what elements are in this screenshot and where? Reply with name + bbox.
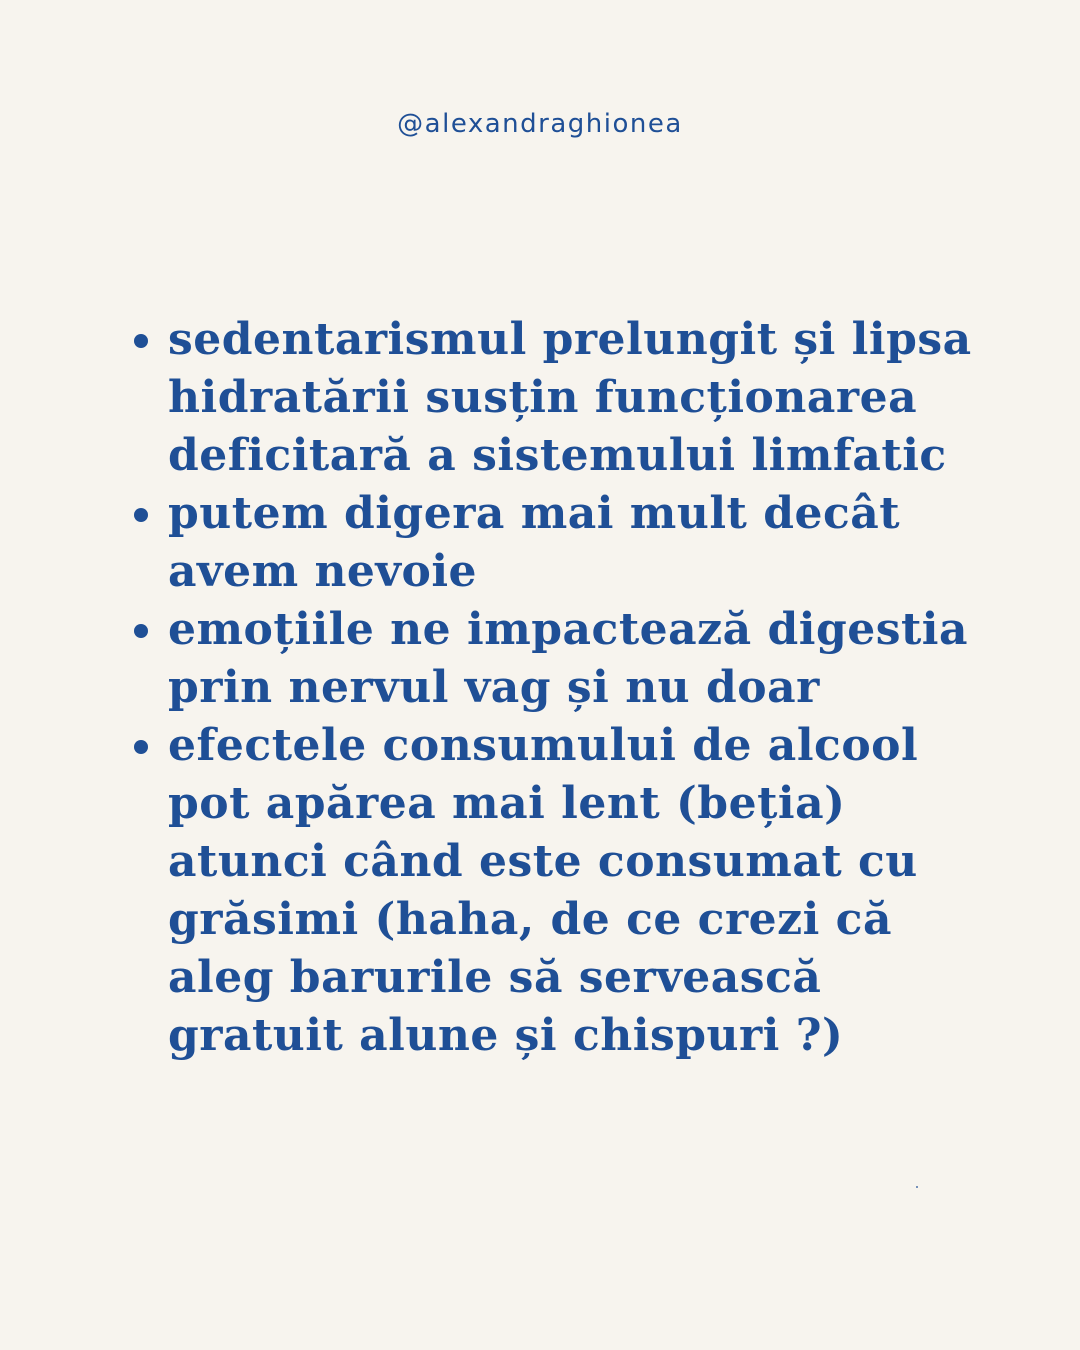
bullet-dot-icon <box>134 508 148 522</box>
bullet-text: sedentarismul prelungit și lipsa hidratării susțin funcționarea deficitară a sistemului limfatic <box>168 314 972 481</box>
decorative-dot <box>916 1186 918 1188</box>
bullet-item-alcohol <box>0 717 1080 1065</box>
bullet-item-emotions <box>0 601 1080 717</box>
bullet-list <box>0 311 1080 1065</box>
bullet-dot-icon <box>134 740 148 754</box>
bullet-text: putem digera mai mult decât avem nevoie <box>168 488 901 597</box>
bullet-dot-icon <box>134 334 148 348</box>
author-handle: @alexandraghionea <box>397 109 683 139</box>
bullet-text: efectele consumului de alcool pot apărea mai lent (beția) atunci când este consumat cu grăsimi (haha, de ce crezi că aleg barurile să servească gratuit alune și chispuri ?) <box>168 720 919 1061</box>
bullet-dot-icon <box>134 624 148 638</box>
bullet-item-digestion <box>0 485 1080 601</box>
bullet-text: emoțiile ne impactează digestia prin nervul vag și nu doar <box>168 604 969 713</box>
bullet-item-sedentarism <box>0 311 1080 485</box>
